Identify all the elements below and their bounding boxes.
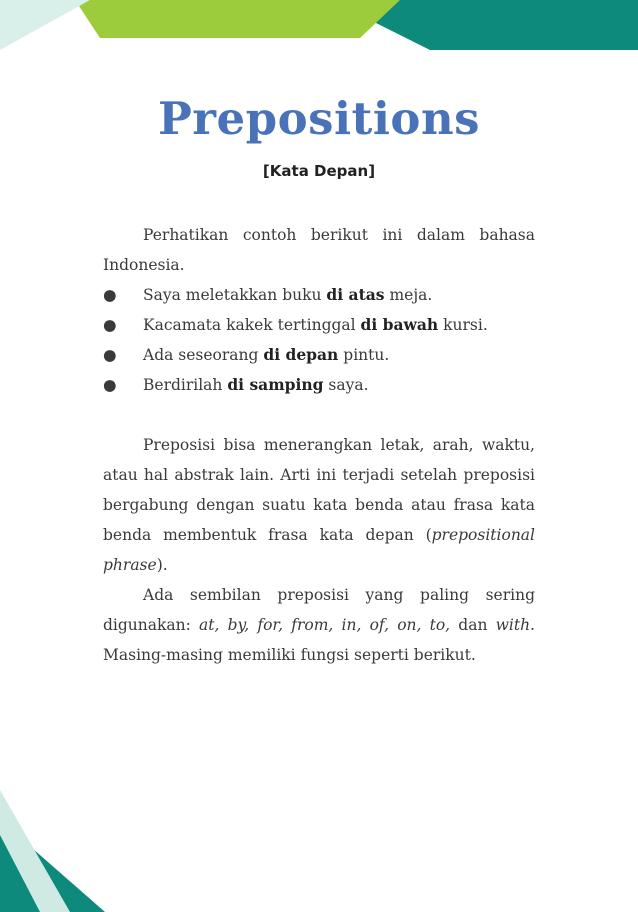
bottom-left-light-corner xyxy=(0,790,70,912)
paragraph-preposition-definition xyxy=(103,430,535,580)
intro-paragraph: Perhatikan contoh berikut ini dalam bahasa Indonesia. xyxy=(103,226,535,274)
paragraph-text: ). xyxy=(156,556,168,574)
italic-preposition-list: at, by, for, from, in, of, on, to, xyxy=(199,616,451,634)
top-teal-band xyxy=(330,0,638,50)
list-item xyxy=(103,310,535,340)
example-text: kursi. xyxy=(438,316,488,334)
bottom-left-teal-corner xyxy=(0,820,105,912)
italic-term: prepositional phrase xyxy=(103,526,535,574)
example-text: Kacamata kakek tertinggal xyxy=(143,316,361,334)
top-lime-band xyxy=(75,0,400,38)
italic-preposition: with. xyxy=(495,616,535,634)
bullet-icon: ● xyxy=(103,286,117,304)
list-item xyxy=(103,370,535,400)
bullet-icon: ● xyxy=(103,346,117,364)
paragraph-text: Preposisi bisa menerangkan letak, arah, waktu, atau hal abstrak lain. Arti ini terjadi setelah preposisi bergabung dengan suatu kata benda atau frasa kata benda membentuk frasa kata depan ( xyxy=(103,436,535,544)
example-text: pintu. xyxy=(338,346,390,364)
list-item xyxy=(103,280,535,310)
paragraph-common-prepositions xyxy=(103,580,535,670)
document-body xyxy=(103,220,535,670)
top-left-pattern xyxy=(0,0,90,50)
spacer xyxy=(103,400,535,430)
example-text: saya. xyxy=(323,376,369,394)
example-preposition: di depan xyxy=(263,345,339,364)
paragraph-text: Masing-masing memiliki fungsi seperti berikut. xyxy=(103,646,476,664)
list-item xyxy=(103,340,535,370)
example-text: Ada seseorang xyxy=(143,346,264,364)
bullet-icon: ● xyxy=(103,316,117,334)
example-list xyxy=(103,280,535,400)
paragraph-text: Ada sembilan preposisi yang paling sering digunakan: xyxy=(103,586,535,634)
example-text: Saya meletakkan buku xyxy=(143,286,327,304)
page-title: Prepositions xyxy=(157,92,481,145)
bullet-icon: ● xyxy=(103,376,117,394)
paragraph-text: dan xyxy=(450,616,496,634)
page-subtitle: [Kata Depan] xyxy=(262,162,376,180)
example-text: Berdirilah xyxy=(143,376,228,394)
example-preposition: di atas xyxy=(326,285,385,304)
example-text: meja. xyxy=(384,286,433,304)
example-preposition: di bawah xyxy=(360,315,439,334)
example-preposition: di samping xyxy=(227,375,324,394)
